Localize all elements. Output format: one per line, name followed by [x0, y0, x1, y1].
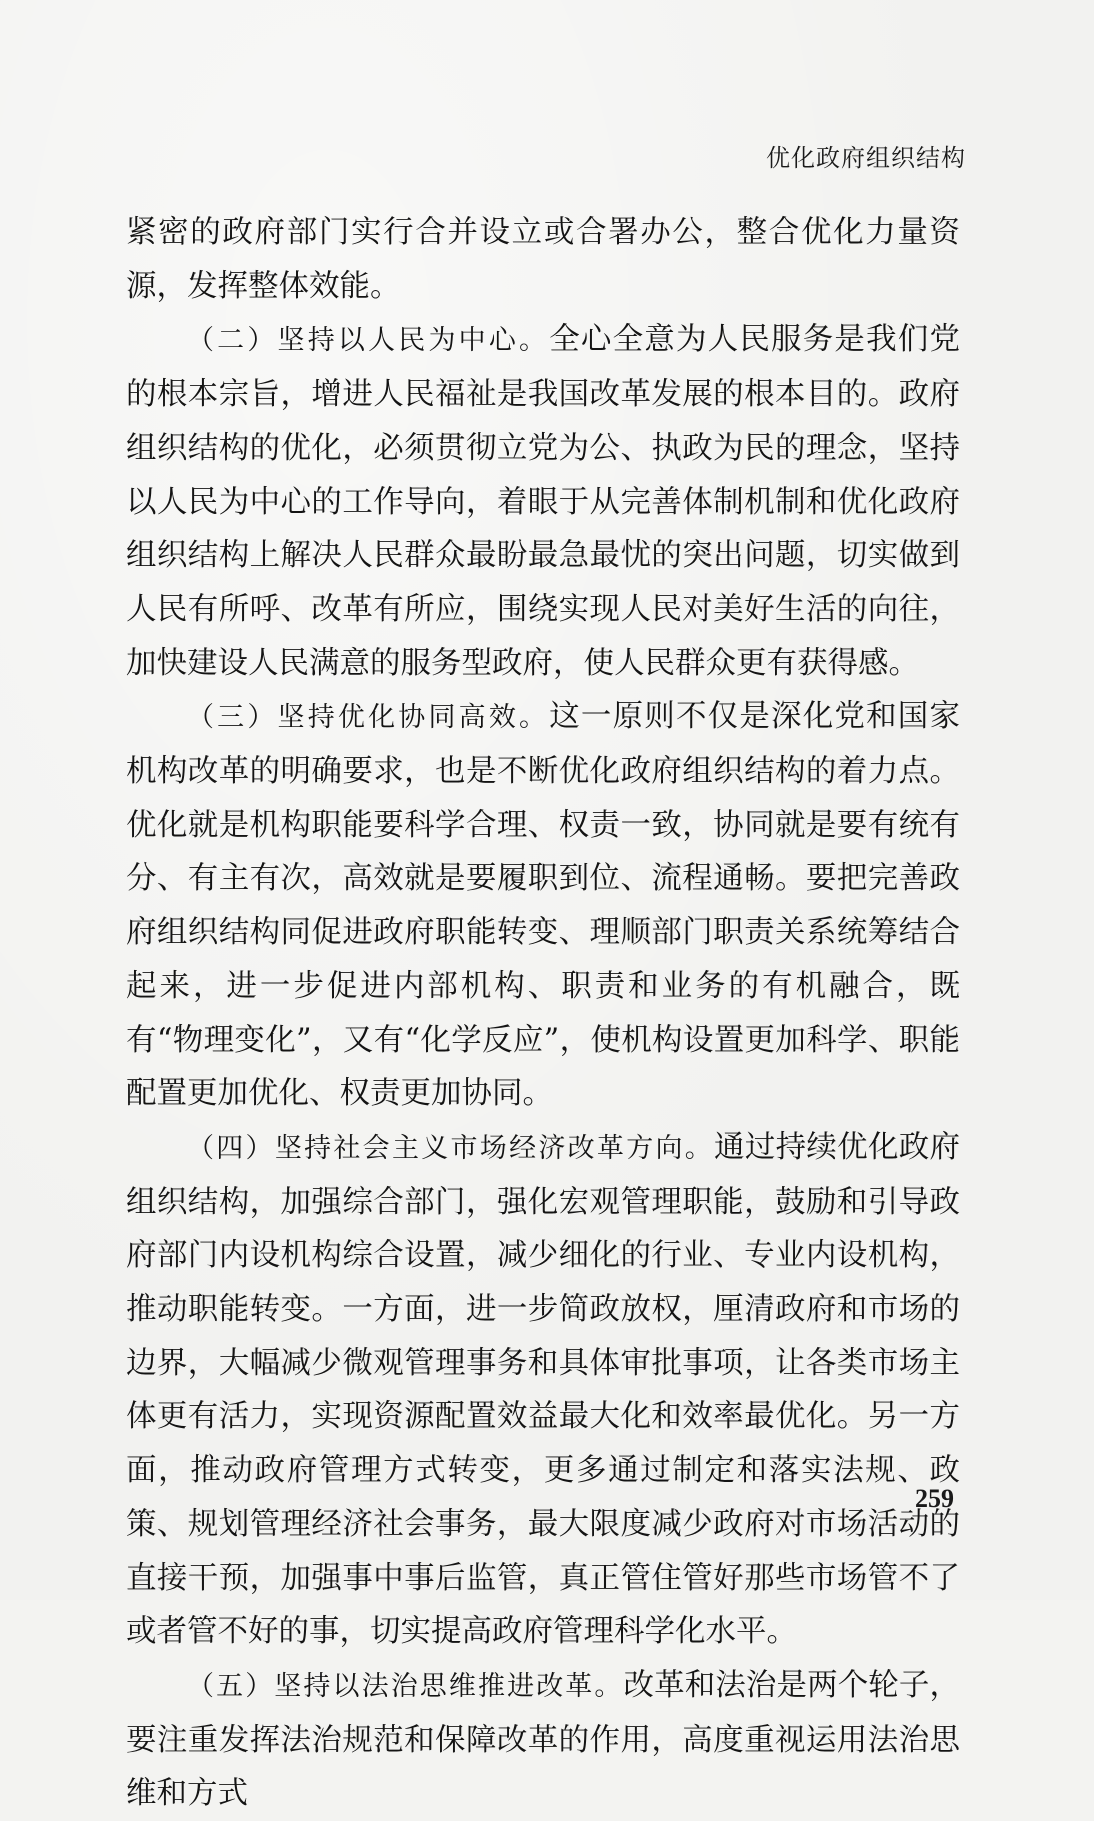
paragraph-1: [126, 206, 960, 313]
paragraph-3: [126, 690, 960, 1121]
paragraph-4-text: 通过持续优化政府组织结构，加强综合部门，强化宏观管理职能，鼓励和引导政府部门内设机构综合设置，减少细化的行业、专业内设机构，推动职能转变。一方面，进一步简政放权，厘清政府和市场的边界，大幅减少微观管理事务和具体审批事项，让各类市场主体更有活力，实现资源配置效益最大化和效率最优化。另一方面，推动政府管理方式转变，更多通过制定和落实法规、政策、规划管理经济社会事务，最大限度减少政府对市场活动的直接干预，加强事中事后监管，真正管住管好那些市场管不了或者管不好的事，切实提高政府管理科学化水平。: [126, 1129, 961, 1650]
body-text: [126, 206, 960, 1821]
paragraph-4-heading: （四）坚持社会主义市场经济改革方向。: [187, 1132, 715, 1164]
paragraph-4: [126, 1121, 960, 1659]
page-number: 259: [915, 1484, 954, 1513]
paragraph-5-heading: （五）坚持以法治思维推进改革。: [187, 1670, 624, 1702]
paragraph-2-text: 全心全意为人民服务是我们党的根本宗旨，增进人民福祉是我国改革发展的根本目的。政府组织结构的优化，必须贯彻立党为公、执政为民的理念，坚持以人民为中心的工作导向，着眼于从完善体制机制和优化政府组织结构上解决人民群众最盼最急最忧的突出问题，切实做到人民有所呼、改革有所应，围绕实现人民对美好生活的向往，加快建设人民满意的服务型政府，使人民群众更有获得感。: [126, 322, 960, 681]
paragraph-5: [126, 1659, 960, 1821]
paragraph-1-text: 紧密的政府部门实行合并设立或合署办公，整合优化力量资源，发挥整体效能。: [126, 215, 960, 304]
paragraph-5-text: 改革和法治是两个轮子，要注重发挥法治规范和保障改革的作用，高度重视运用法治思维和方式: [126, 1667, 960, 1812]
running-head: 优化政府组织结构: [766, 144, 966, 172]
paragraph-2-heading: （二）坚持以人民为中心。: [187, 325, 550, 357]
paragraph-2: [126, 313, 960, 690]
paragraph-3-text: 这一原则不仅是深化党和国家机构改革的明确要求，也是不断优化政府组织结构的着力点。优化就是机构职能要科学合理、权责一致，协同就是要有统有分、有主有次，高效就是要履职到位、流程通畅。要把完善政府组织结构同促进政府职能转变、理顺部门职责关系统筹结合起来，进一步促进内部机构、职责和业务的有机融合，既有“物理变化”，又有“化学反应”，使机构设置更加科学、职能配置更加优化、权责更加协同。: [126, 699, 960, 1112]
paragraph-3-heading: （三）坚持优化协同高效。: [187, 702, 550, 734]
